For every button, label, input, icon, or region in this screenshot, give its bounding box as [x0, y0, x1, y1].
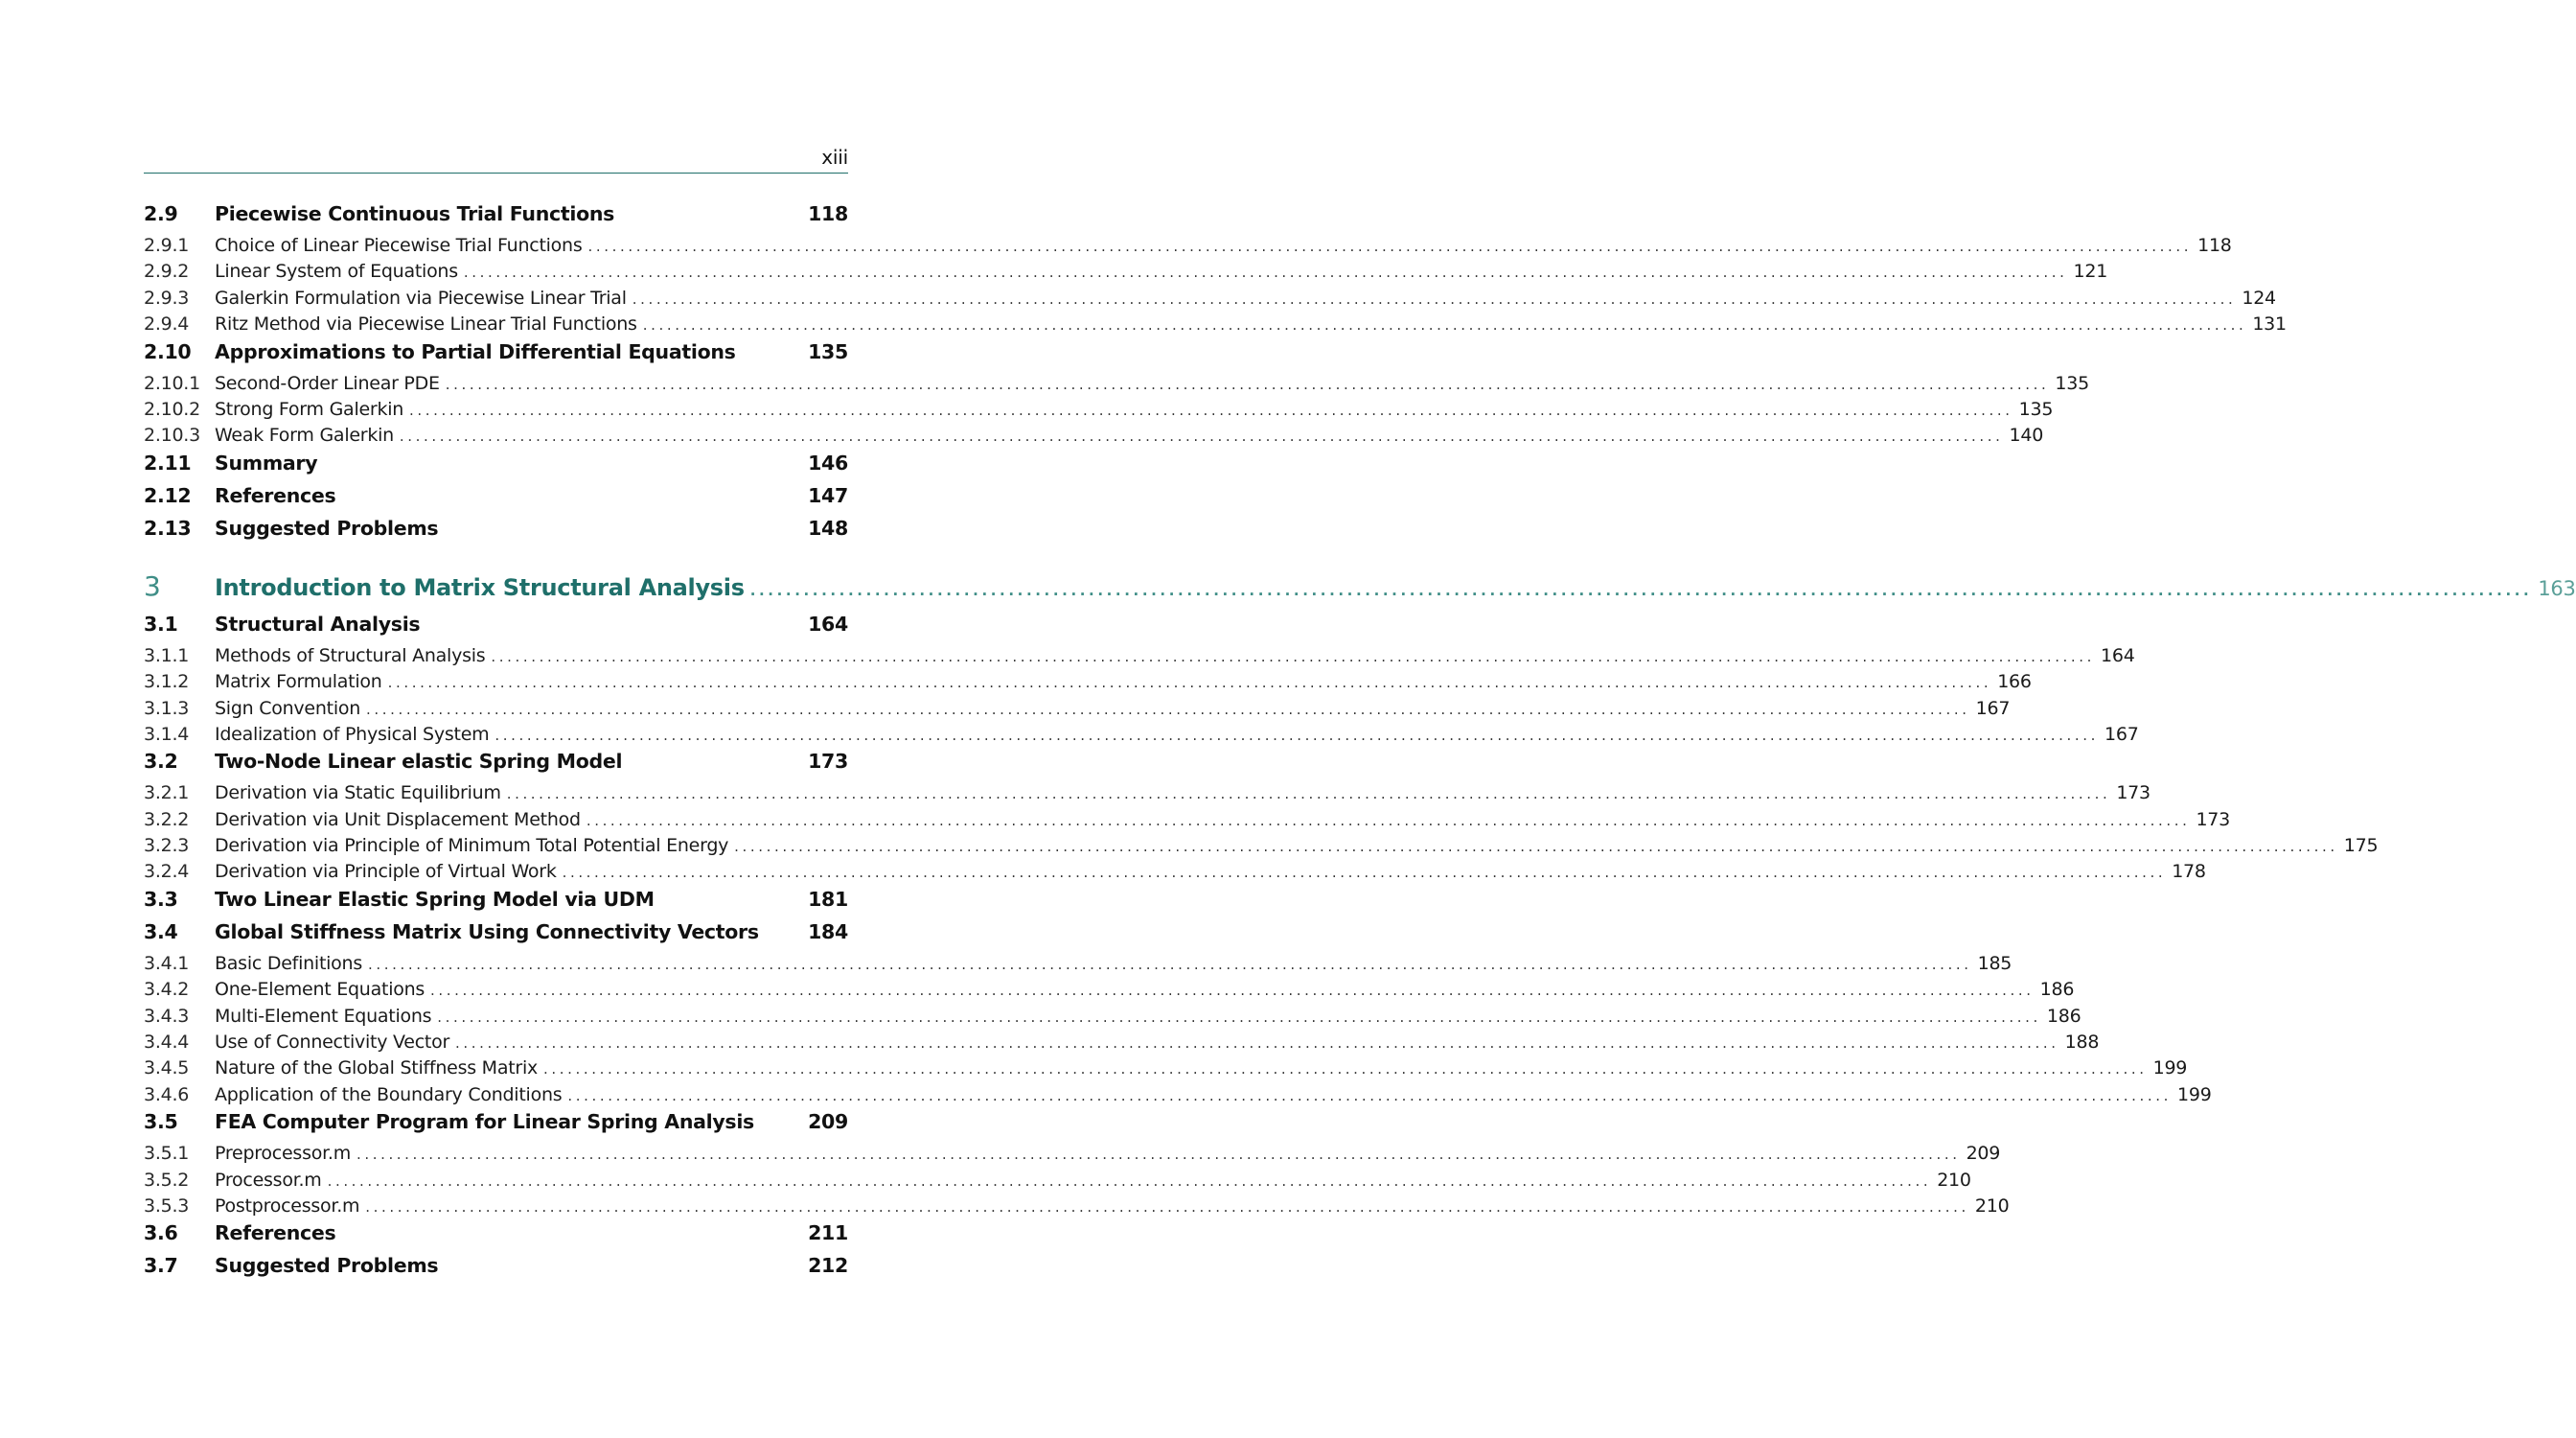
toc-entry-page: 164	[808, 612, 848, 636]
dot-leader: ........................................................................................................................................................................................................	[642, 316, 2247, 335]
dot-leader: ........................................................................................................................................................................................................	[387, 674, 1992, 692]
toc-entry-number: 3.4.1	[144, 952, 190, 974]
toc-entry-number: 3.4.5	[144, 1057, 190, 1079]
toc-entry-page: 210	[1974, 1194, 2010, 1217]
dot-leader: ........................................................................................................................................................................................................	[506, 785, 2111, 803]
toc-entry-title: Methods of Structural Analysis	[215, 644, 486, 666]
toc-entry-title: Preprocessor.m	[215, 1143, 351, 1165]
toc-entry-title: Summary	[215, 451, 318, 475]
toc-entry-page: 185	[1977, 952, 2012, 974]
toc-entry-number: 3.4.6	[144, 1083, 190, 1105]
toc-entry-number: 3.4.2	[144, 979, 190, 1001]
toc-entry-title: Two-Node Linear elastic Spring Model	[215, 750, 623, 774]
dot-leader: ........................................................................................................................................................................................................	[327, 1171, 1932, 1190]
toc-entry-page: 186	[2046, 1005, 2082, 1027]
toc-entry-sub[interactable]	[144, 1194, 2010, 1221]
toc-entry-sub[interactable]	[144, 644, 2135, 671]
toc-entry-title: Weak Form Galerkin	[215, 425, 394, 447]
dot-leader: ........................................................................................................................................................................................................	[587, 238, 2193, 255]
toc-entry-number: 3.5.1	[144, 1143, 190, 1165]
dot-leader: ........................................................................................................................................................................................................	[543, 1060, 2148, 1078]
toc-entry-title: Suggested Problems	[215, 1254, 439, 1278]
toc-entry-title: Structural Analysis	[215, 612, 421, 636]
toc-entry-number: 3.2.1	[144, 782, 190, 804]
toc-entry-page: 209	[808, 1110, 848, 1134]
toc-entry-page: 148	[808, 516, 848, 540]
toc-entry-title: Two Linear Elastic Spring Model via UDM	[215, 887, 655, 911]
toc-entry-number: 2.10.1	[144, 372, 200, 394]
toc-entry-page: 147	[808, 483, 848, 507]
dot-leader: ........................................................................................................................................................................................................	[356, 1146, 1961, 1164]
toc-entry-sub[interactable]	[144, 808, 2230, 835]
toc-entry-title: Second-Order Linear PDE	[215, 372, 440, 394]
toc-entry-sub[interactable]	[144, 835, 2379, 861]
toc-entry-page: 199	[2152, 1057, 2188, 1079]
toc-entry-number: 3.2.4	[144, 861, 190, 883]
toc-entry-section[interactable]	[144, 1221, 848, 1254]
toc-entry-number: 3.5.3	[144, 1194, 190, 1217]
toc-entry-section[interactable]	[144, 517, 848, 549]
toc-entry-sub[interactable]	[144, 723, 2139, 750]
dot-leader: ........................................................................................................................................................................................................	[368, 955, 1972, 973]
dot-leader: ........................................................................................................................................................................................................	[455, 1034, 2059, 1053]
toc-entry-number: 2.10	[144, 339, 192, 363]
toc-entry-page: 118	[2197, 235, 2232, 256]
toc-entry-number: 3.1.4	[144, 723, 190, 745]
dot-leader: ........................................................................................................................................................................................................	[430, 982, 2035, 1000]
toc-entry-title: References	[215, 483, 336, 507]
dot-leader: ........................................................................................................................................................................................................	[491, 647, 2096, 665]
toc-entry-sub[interactable]	[144, 671, 2032, 697]
toc-entry-number: 2.9.4	[144, 313, 190, 336]
toc-entry-title: Matrix Formulation	[215, 671, 382, 693]
toc-entry-title: Derivation via Static Equilibrium	[215, 782, 501, 804]
toc-entry-section[interactable]	[144, 1254, 848, 1287]
toc-entry-sub[interactable]	[144, 235, 2232, 261]
dot-leader: ........................................................................................................................................................................................................	[399, 428, 2004, 446]
toc-entry-sub[interactable]	[144, 782, 2150, 808]
toc-entry-title: One-Element Equations	[215, 979, 426, 1001]
toc-entry-sub[interactable]	[144, 313, 2287, 339]
toc-entry-page: 212	[808, 1254, 848, 1278]
toc-entry-number: 3.2.2	[144, 808, 190, 830]
toc-entry-page: 135	[2055, 372, 2089, 394]
toc-entry-title: Processor.m	[215, 1169, 322, 1191]
toc-entry-sub[interactable]	[144, 1169, 1971, 1195]
dot-leader: ........................................................................................................................................................................................................	[445, 375, 2050, 393]
toc-entry-sub[interactable]	[144, 1083, 2212, 1110]
toc-entry-title: Approximations to Partial Differential Equations	[215, 339, 736, 363]
toc-entry-page: 175	[2343, 835, 2379, 857]
toc-entry-sub[interactable]	[144, 952, 2012, 979]
toc-entry-sub[interactable]	[144, 425, 2044, 451]
toc-entry-title: References	[215, 1221, 336, 1245]
toc-entry-page: 118	[808, 202, 848, 225]
toc-entry-title: Use of Connectivity Vector	[215, 1032, 450, 1054]
toc-entry-page: 173	[2116, 782, 2150, 804]
toc-entry-sub[interactable]	[144, 979, 2075, 1005]
toc-entry-sub[interactable]	[144, 1032, 2100, 1057]
toc-entry-sub[interactable]	[144, 398, 2054, 425]
toc-entry-page: 178	[2172, 861, 2206, 883]
toc-entry-title: Suggested Problems	[215, 516, 439, 540]
toc-entry-number: 3.4	[144, 919, 178, 943]
toc-entry-page: 146	[808, 451, 848, 475]
dot-leader: ........................................................................................................................................................................................................	[734, 838, 2338, 856]
toc-entry-number: 3.1	[144, 612, 178, 636]
toc-entry-sub[interactable]	[144, 697, 2011, 724]
toc-entry-number: 3.6	[144, 1221, 178, 1245]
toc-entry-page: 135	[2018, 398, 2054, 420]
toc-entry-title: Introduction to Matrix Structural Analysis	[215, 573, 745, 601]
toc-entry-number: 2.10.2	[144, 398, 200, 420]
toc-entry-sub[interactable]	[144, 372, 2089, 399]
toc-entry-number: 3.5.2	[144, 1169, 190, 1191]
toc-entry-number: 3.5	[144, 1110, 178, 1134]
toc-entry-title: Global Stiffness Matrix Using Connectivity Vectors	[215, 919, 759, 943]
toc-entry-number: 2.9.2	[144, 261, 190, 283]
toc-entry-title: Strong Form Galerkin	[215, 398, 404, 420]
toc-entry-sub[interactable]	[144, 287, 2276, 313]
toc-entry-number: 2.12	[144, 483, 192, 507]
toc-entry-number: 3.4.3	[144, 1005, 190, 1027]
toc-entry-title: Idealization of Physical System	[215, 723, 490, 745]
dot-leader: ........................................................................................................................................................................................................	[437, 1008, 2041, 1026]
toc-entry-number: 3.1.3	[144, 697, 190, 719]
header-rule	[144, 173, 848, 174]
toc-entry-page: 211	[808, 1221, 848, 1245]
toc-entry-chapter[interactable]	[144, 569, 2576, 613]
toc-entry-number: 3.2	[144, 750, 178, 774]
toc-entry-page: 164	[2101, 644, 2135, 666]
toc-entry-title: Postprocessor.m	[215, 1194, 360, 1217]
toc-entry-page: 166	[1997, 671, 2032, 693]
toc-entry-page: 173	[2196, 808, 2230, 830]
dot-leader: ........................................................................................................................................................................................................	[365, 1197, 1969, 1216]
dot-leader: ........................................................................................................................................................................................................	[567, 1086, 2173, 1104]
toc-entry-number: 2.13	[144, 516, 192, 540]
dot-leader: ........................................................................................................................................................................................................	[463, 264, 2068, 282]
toc-entry-page: 167	[1975, 697, 2011, 719]
toc-entry-page: 124	[2242, 287, 2276, 309]
dot-leader: ........................................................................................................................................................................................................	[632, 290, 2237, 308]
toc-entry-page: 173	[808, 750, 848, 774]
toc-entry-number: 3.4.4	[144, 1032, 190, 1054]
toc-entry-section[interactable]	[144, 452, 848, 484]
dot-leader: ........................................................................................................................................................................................................	[749, 581, 2533, 599]
toc-entry-page: 167	[2104, 723, 2139, 745]
toc-entry-page: 188	[2064, 1032, 2100, 1054]
toc-entry-section[interactable]	[144, 202, 848, 235]
toc-entry-section[interactable]	[144, 613, 848, 645]
toc-entry-title: Multi-Element Equations	[215, 1005, 432, 1027]
toc-entry-number: 2.9.1	[144, 235, 190, 256]
toc-entry-sub[interactable]	[144, 1005, 2082, 1032]
toc-entry-section[interactable]	[144, 920, 848, 953]
dot-leader: ........................................................................................................................................................................................................	[562, 864, 2167, 882]
toc-entry-sub[interactable]	[144, 1143, 2001, 1169]
toc-entry-section[interactable]	[144, 750, 848, 782]
toc-entry-section[interactable]	[144, 484, 848, 517]
toc-entry-title: Basic Definitions	[215, 952, 362, 974]
toc-entry-sub[interactable]	[144, 861, 2206, 887]
toc-entry-page: 131	[2252, 313, 2287, 336]
toc-entry-number: 3.2.3	[144, 835, 190, 857]
toc-entry-sub[interactable]	[144, 261, 2108, 287]
dot-leader: ........................................................................................................................................................................................................	[366, 700, 1970, 718]
toc-entry-title: Derivation via Principle of Virtual Work	[215, 861, 557, 883]
toc-entry-page: 209	[1966, 1143, 2001, 1165]
toc-entry-number: 3.3	[144, 887, 178, 911]
toc-entry-page: 163	[2538, 576, 2576, 600]
toc-entry-number: 3.7	[144, 1254, 178, 1278]
toc-entry-sub[interactable]	[144, 1057, 2188, 1083]
toc-entry-title: Galerkin Formulation via Piecewise Linear Trial	[215, 287, 627, 309]
toc-entry-number: 3	[144, 569, 161, 602]
toc-entry-number: 3.1.2	[144, 671, 190, 693]
toc-entry-page: 140	[2009, 425, 2044, 447]
toc-entry-section[interactable]	[144, 888, 848, 920]
toc-entry-page: 181	[808, 887, 848, 911]
toc-entry-number: 2.11	[144, 451, 192, 475]
toc-entry-title: Ritz Method via Piecewise Linear Trial Functions	[215, 313, 637, 336]
dot-leader: ........................................................................................................................................................................................................	[494, 726, 2100, 744]
toc-entry-number: 2.9	[144, 202, 178, 225]
dot-leader: ........................................................................................................................................................................................................	[409, 401, 2013, 419]
toc-entry-title: Nature of the Global Stiffness Matrix	[215, 1057, 538, 1079]
toc-entry-section[interactable]	[144, 1110, 848, 1143]
page-number: xiii	[821, 146, 848, 169]
toc-entry-number: 2.9.3	[144, 287, 190, 309]
toc-entry-section[interactable]	[144, 340, 848, 373]
toc-entry-title: Application of the Boundary Conditions	[215, 1083, 563, 1105]
table-of-contents	[144, 202, 2576, 1287]
toc-entry-page: 121	[2073, 261, 2108, 283]
toc-entry-title: Sign Convention	[215, 697, 361, 719]
toc-entry-title: Linear System of Equations	[215, 261, 458, 283]
dot-leader: ........................................................................................................................................................................................................	[586, 811, 2191, 829]
toc-entry-number: 2.10.3	[144, 425, 200, 447]
toc-entry-title: Derivation via Unit Displacement Method	[215, 808, 581, 830]
toc-entry-title: Choice of Linear Piecewise Trial Functions	[215, 235, 583, 256]
toc-entry-title: FEA Computer Program for Linear Spring Analysis	[215, 1110, 754, 1134]
toc-entry-page: 210	[1937, 1169, 1971, 1191]
toc-entry-title: Piecewise Continuous Trial Functions	[215, 202, 615, 225]
toc-entry-page: 199	[2177, 1083, 2212, 1105]
toc-entry-number: 3.1.1	[144, 644, 190, 666]
toc-entry-title: Derivation via Principle of Minimum Total Potential Energy	[215, 835, 729, 857]
toc-entry-page: 186	[2039, 979, 2075, 1001]
toc-entry-page: 184	[808, 919, 848, 943]
toc-entry-page: 135	[808, 339, 848, 363]
